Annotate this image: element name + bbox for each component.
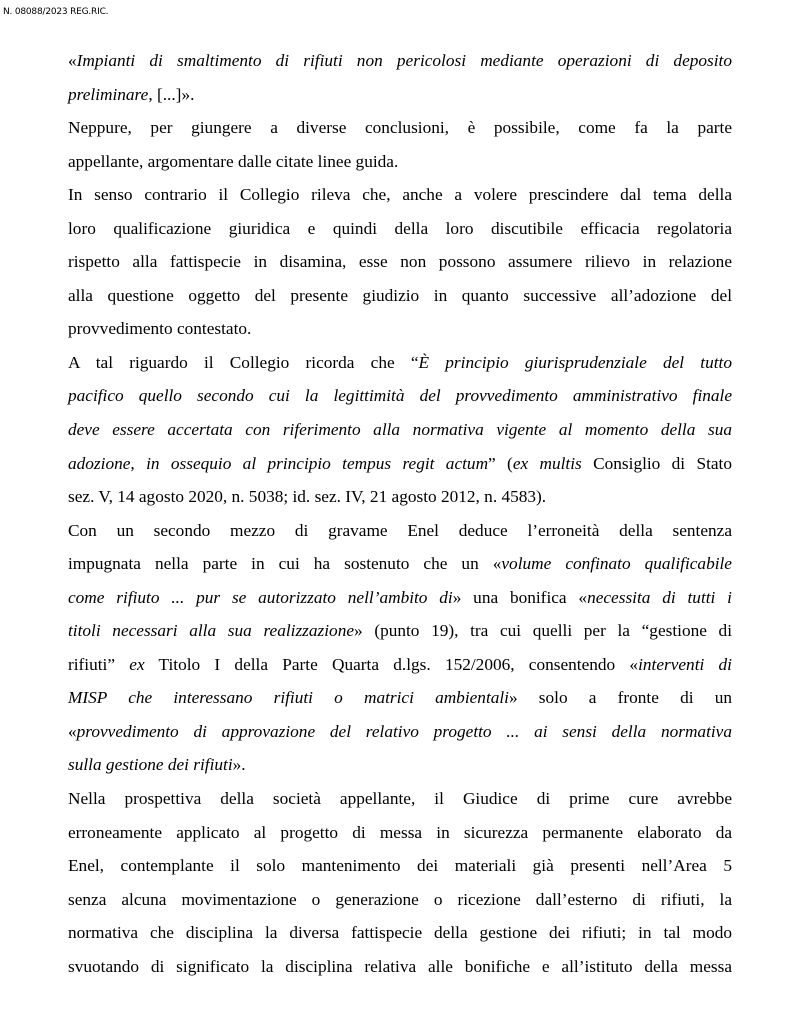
text-line — [68, 178, 732, 212]
italic-text: ex multis — [512, 453, 582, 473]
italic-text: provvedimento di approvazione del relativo progetto ... ai sensi della normativa — [76, 721, 732, 741]
italic-text: deve essere accertata con riferimento alla normativa vigente al momento della sua — [68, 420, 732, 440]
text-segment: normativa che disciplina la diversa fattispecie della gestione dei rifiuti; in tal modo — [68, 923, 732, 943]
text-segment: A tal riguardo il Collegio ricorda che “ — [68, 352, 419, 372]
text-segment: rifiuti” — [68, 654, 130, 674]
italic-text: Impianti di smaltimento di rifiuti non pericolosi mediante operazioni di deposito — [76, 51, 732, 70]
text-line — [68, 480, 732, 514]
text-line — [68, 614, 732, 648]
text-line — [68, 916, 732, 950]
text-segment: provvedimento contestato. — [68, 319, 252, 339]
text-line — [68, 447, 732, 481]
text-line — [68, 78, 732, 112]
text-segment: ” ( — [488, 453, 513, 473]
text-segment: Enel, contemplante il solo mantenimento dei materiali già presenti nell’Area 5 — [68, 856, 732, 876]
text-segment: ». — [232, 755, 246, 775]
text-segment: Titolo I della Parte Quarta d.lgs. 152/2006, consentendo « — [144, 654, 639, 674]
text-segment: svuotando di significato la disciplina relativa alle bonifiche e all’istituto della messa — [68, 956, 732, 976]
text-line — [68, 111, 732, 145]
text-segment: » solo a fronte di un — [508, 688, 732, 708]
italic-text: come rifiuto ... pur se autorizzato nell’ambito di — [68, 587, 453, 607]
text-segment: In senso contrario il Collegio rileva che, anche a volere prescindere dal tema della — [68, 185, 732, 205]
text-line — [68, 681, 732, 715]
text-line — [68, 379, 732, 413]
text-segment: rispetto alla fattispecie in disamina, esse non possono assumere rilievo in relazione — [68, 252, 732, 272]
text-segment: sez. V, 14 agosto 2020, n. 5038; id. sez. IV, 21 agosto 2012, n. 4583). — [68, 487, 547, 507]
italic-text: necessita di tutti i — [587, 587, 732, 607]
text-line — [68, 44, 732, 78]
text-segment: » (punto 19), tra cui quelli per la “gestione di — [354, 621, 732, 641]
text-segment: « — [68, 721, 77, 741]
text-line — [68, 715, 732, 749]
text-segment: » una bonifica « — [452, 587, 588, 607]
text-line — [68, 245, 732, 279]
text-segment: impugnata nella parte in cui ha sostenuto che un « — [68, 554, 502, 574]
text-segment: erroneamente applicato al progetto di messa in sicurezza permanente elaborato da — [68, 822, 732, 842]
text-line — [68, 547, 732, 581]
text-line — [68, 849, 732, 883]
italic-text: MISP che interessano rifiuti o matrici ambientali — [68, 688, 509, 708]
italic-text: interventi di — [638, 654, 732, 674]
text-line — [68, 816, 732, 850]
text-segment: Nella prospettiva della società appellante, il Giudice di prime cure avrebbe — [68, 789, 732, 809]
text-line — [68, 950, 732, 984]
text-line — [68, 581, 732, 615]
text-line — [68, 346, 732, 380]
text-segment: alla questione oggetto del presente giudizio in quanto successive all’adozione del — [68, 285, 732, 305]
text-segment: Neppure, per giungere a diverse conclusioni, è possibile, come fa la parte — [68, 118, 732, 138]
text-line — [68, 413, 732, 447]
text-segment: loro qualificazione giuridica e quindi della loro discutibile efficacia regolatoria — [68, 218, 732, 238]
text-line — [68, 782, 732, 816]
document-body — [68, 44, 732, 983]
text-segment: Consiglio di Stato — [581, 453, 732, 473]
italic-text: pacifico quello secondo cui la legittimità del provvedimento amministrativo finale — [68, 386, 732, 406]
text-line — [68, 648, 732, 682]
text-line — [68, 145, 732, 179]
text-line — [68, 212, 732, 246]
text-segment: Con un secondo mezzo di gravame Enel deduce l’erroneità della sentenza — [68, 520, 732, 540]
case-number-header: N. 08088/2023 REG.RIC. — [3, 7, 109, 17]
italic-text: È principio giurisprudenziale del tutto — [418, 352, 732, 372]
text-line — [68, 883, 732, 917]
italic-text: adozione, in ossequio al principio tempus regit actum — [68, 453, 489, 473]
italic-text: volume confinato qualificabile — [501, 554, 732, 574]
italic-text: titoli necessari alla sua realizzazione — [68, 621, 355, 641]
text-line — [68, 514, 732, 548]
text-line — [68, 748, 732, 782]
text-segment: « — [68, 51, 77, 70]
italic-text: sulla gestione dei rifiuti — [68, 755, 233, 775]
text-line — [68, 312, 732, 346]
italic-text: preliminare — [68, 84, 149, 104]
text-segment: , [...]». — [148, 84, 195, 104]
italic-text: ex — [129, 654, 145, 674]
text-segment: appellante, argomentare dalle citate linee guida. — [68, 151, 399, 171]
text-line — [68, 279, 732, 313]
text-segment: senza alcuna movimentazione o generazione o ricezione dall’esterno di rifiuti, la — [68, 889, 732, 909]
